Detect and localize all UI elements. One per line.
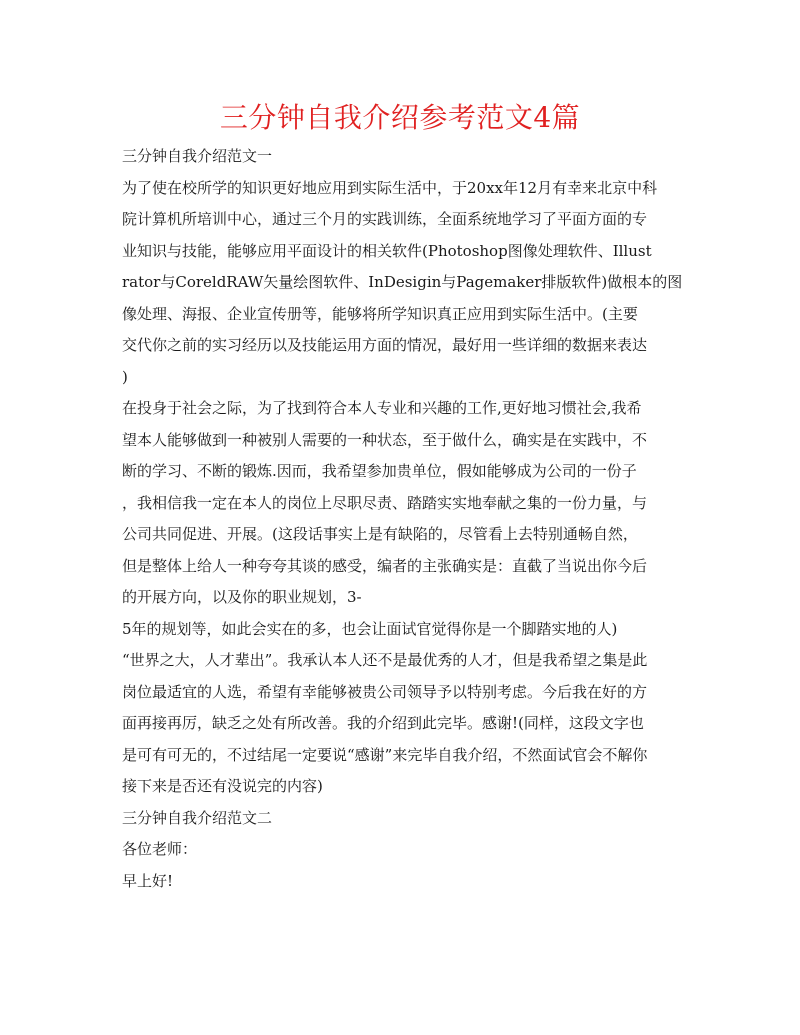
section-heading-one: 三分钟自我介绍范文一	[122, 147, 273, 165]
paragraph-line: 接下来是否还有没说完的内容)	[122, 777, 323, 795]
document-title: 三分钟自我介绍参考范文4篇	[219, 101, 581, 134]
paragraph-line: 断的学习、不断的锻炼.因而，我希望参加贵单位，假如能够成为公司的一份子	[122, 462, 637, 480]
paragraph-line: 望本人能够做到一种被别人需要的一种状态，至于做什么，确实是在实践中，不	[122, 430, 648, 449]
paragraph-line: 为了使在校所学的知识更好地应用到实际生活中，于20xx年12月有幸来北京中科	[122, 178, 658, 197]
document-body	[122, 141, 682, 897]
greeting-line: 早上好!	[122, 871, 174, 890]
paragraph-line: rator与CoreldRAW矢量绘图软件、InDesigin与Pagemaker排版软件)做根本的图	[122, 273, 683, 291]
paragraph-line: 是可有可无的，不过结尾一定要说“感谢”来完毕自我介绍，不然面试官会不解你	[122, 745, 648, 764]
paragraph-line: 岗位最适宜的人选，希望有幸能够被贵公司领导予以特别考虑。今后我在好的方	[122, 682, 648, 701]
paragraph-line: 公司共同促进、开展。(这段话事实上是有缺陷的，尽管看上去特别通畅自然，	[122, 525, 638, 543]
paragraph-line: “世界之大，人才辈出”。我承认本人还不是最优秀的人才，但是我希望之集是此	[122, 651, 648, 669]
paragraph-line: 像处理、海报、企业宣传册等，能够将所学知识真正应用到实际生活中。(主要	[122, 304, 638, 323]
paragraph-line: 交代你之前的实习经历以及技能运用方面的情况，最好用一些详细的数据来表达	[122, 336, 648, 354]
paragraph-line: 面再接再厉，缺乏之处有所改善。我的介绍到此完毕。感谢!(同样，这段文字也	[122, 714, 644, 732]
paragraph-line: 业知识与技能，能够应用平面设计的相关软件(Photoshop图像处理软件、Illust	[122, 241, 652, 260]
paragraph-line: 在投身于社会之际，为了找到符合本人专业和兴趣的工作,更好地习惯社会,我希	[122, 399, 642, 417]
paragraph-line: 院计算机所培训中心，通过三个月的实践训练，全面系统地学习了平面方面的专	[122, 210, 648, 228]
section-heading-two: 三分钟自我介绍范文二	[122, 808, 273, 827]
salutation-line: 各位老师：	[122, 840, 198, 858]
paragraph-line: 5年的规划等，如此会实在的多，也会让面试官觉得你是一个脚踏实地的人)	[122, 619, 618, 638]
paragraph-line: )	[122, 367, 128, 386]
paragraph-line: 的开展方向，以及你的职业规划，3-	[122, 588, 362, 606]
paragraph-line: ，我相信我一定在本人的岗位上尽职尽责、踏踏实实地奉献之集的一份力量，与	[122, 493, 648, 512]
paragraph-line: 但是整体上给人一种夸夸其谈的感受，编者的主张确实是：直截了当说出你今后	[122, 556, 648, 575]
